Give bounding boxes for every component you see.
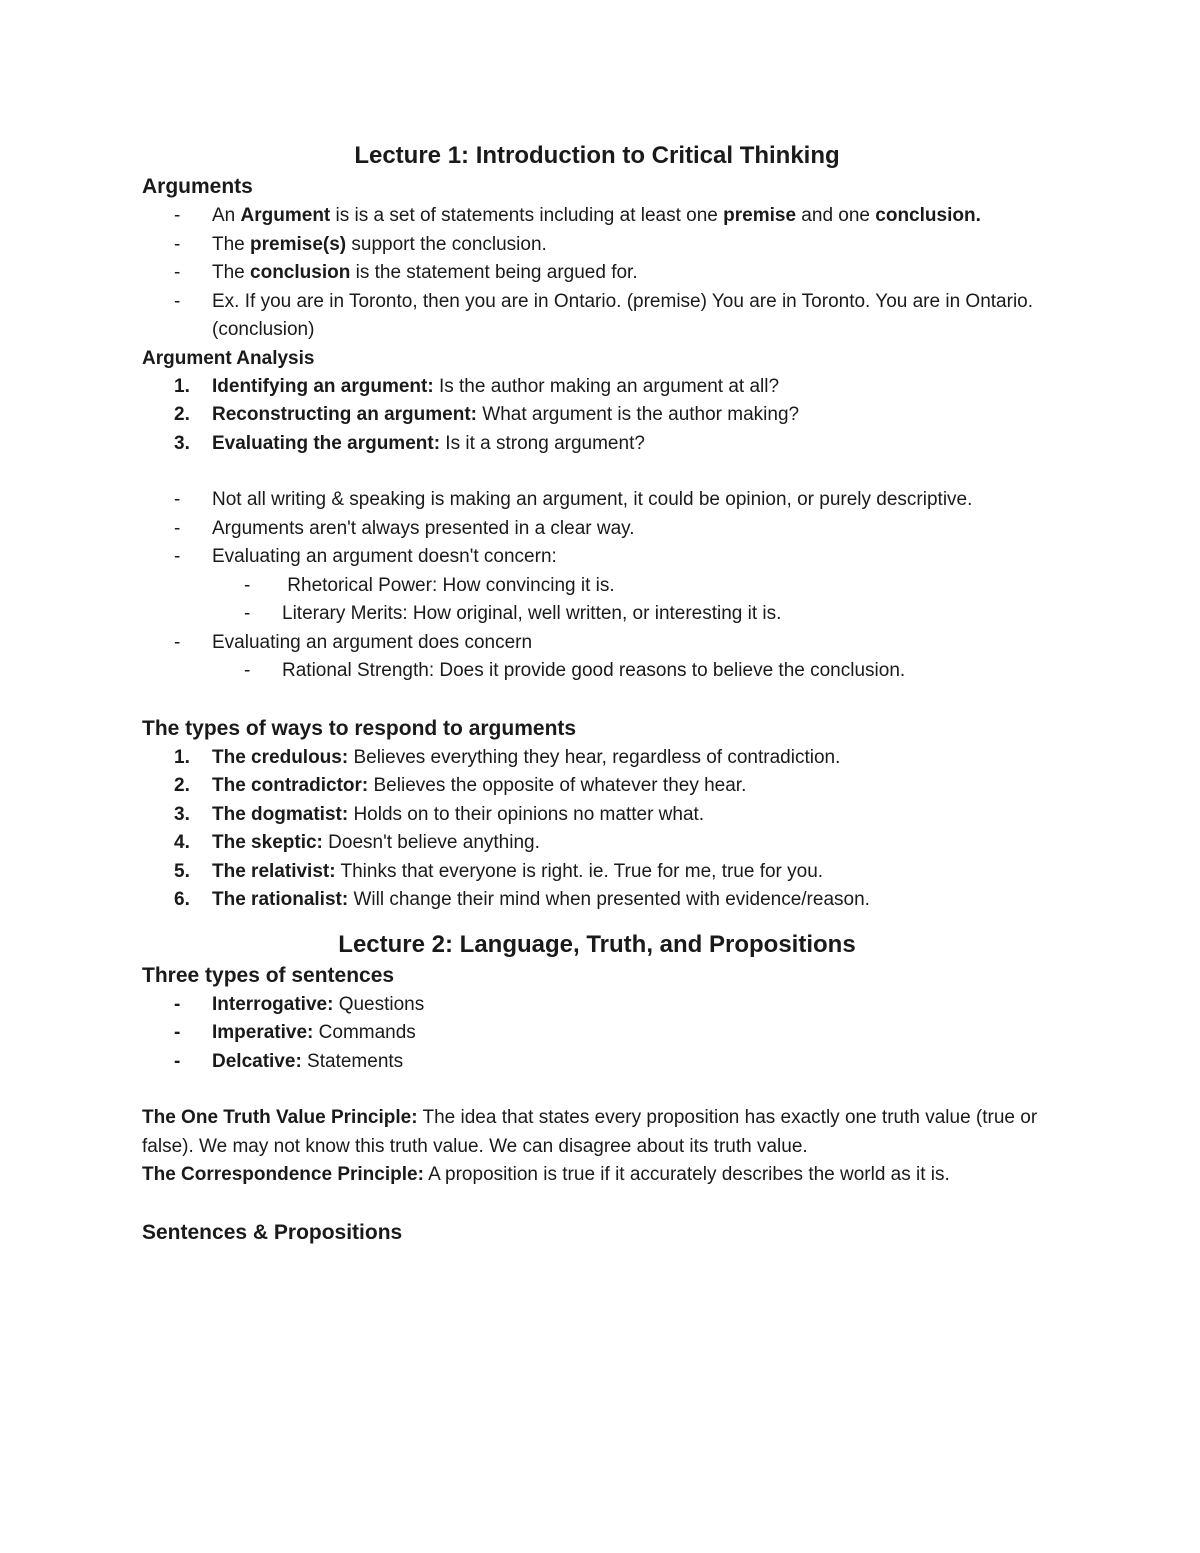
list-item: 3. The dogmatist: Holds on to their opinions no matter what.	[174, 803, 705, 825]
list-item: - Interrogative: Questions	[174, 993, 425, 1015]
list-item: - Arguments aren't always presented in a clear way.	[174, 517, 635, 539]
list-item: 1. Identifying an argument: Is the author making an argument at all?	[174, 375, 780, 397]
analysis-list	[142, 373, 1052, 459]
list-item: - Ex. If you are in Toronto, then you are in Ontario. (premise) You are in Toronto. You are in Ontario. (conclusion)	[142, 288, 1052, 345]
sentences-propositions-heading: Sentences & Propositions	[142, 1220, 403, 1244]
document-page	[142, 140, 1052, 1248]
response-types-list	[142, 744, 1052, 915]
dash-marker: -	[174, 205, 181, 226]
list-item: - Rational Strength: Does it provide good reasons to believe the conclusion.	[244, 660, 906, 681]
lecture-1-title: Lecture 1: Introduction to Critical Thinking	[354, 142, 840, 169]
list-item: 5. The relativist: Thinks that everyone is right. ie. True for me, true for you.	[174, 860, 824, 882]
sentence-types-list	[142, 991, 1052, 1077]
list-item: - Delcative: Statements	[174, 1050, 404, 1072]
list-item: - Rhetorical Power: How convincing it is.	[244, 574, 615, 596]
argument-analysis-heading: Argument Analysis	[142, 347, 315, 369]
response-types-heading: The types of ways to respond to arguments	[142, 716, 577, 740]
list-item: 2. Reconstructing an argument: What argument is the author making?	[174, 404, 800, 425]
list-item: - Evaluating an argument does concern	[174, 631, 533, 653]
list-item: 1. The credulous: Believes everything they hear, regardless of contradiction.	[174, 746, 841, 768]
list-item: - Literary Merits: How original, well written, or interesting it is.	[244, 603, 782, 624]
list-item: - The premise(s) support the conclusion.	[142, 231, 1052, 260]
list-item: 2. The contradictor: Believes the opposite of whatever they hear.	[174, 775, 747, 796]
sentence-types-heading: Three types of sentences	[142, 963, 395, 987]
one-truth-value-principle: The One Truth Value Principle: The idea that states every proposition has exactly one truth value (true or false). We may not know this truth value. We can disagree about its truth value.	[142, 1107, 1038, 1157]
list-item: - Evaluating an argument doesn't concern:	[174, 546, 557, 567]
notes-list	[142, 486, 1052, 686]
arguments-list	[142, 202, 1052, 345]
list-item: 6. The rationalist: Will change their mind when presented with evidence/reason.	[174, 889, 870, 910]
list-item: 4. The skeptic: Doesn't believe anything.	[174, 832, 540, 853]
list-item: - The conclusion is the statement being argued for.	[142, 259, 1052, 288]
lecture-2-title: Lecture 2: Language, Truth, and Propositions	[338, 930, 856, 958]
list-item: 3. Evaluating the argument: Is it a strong argument?	[174, 432, 645, 454]
dash-marker: -	[174, 262, 181, 283]
arguments-heading: Arguments	[142, 175, 253, 198]
dash-marker: -	[174, 233, 181, 255]
list-item: - Imperative: Commands	[174, 1022, 416, 1043]
correspondence-principle: The Correspondence Principle: A proposition is true if it accurately describes the world as it is.	[142, 1164, 950, 1185]
list-item: - An Argument is is a set of statements including at least one premise and one conclusion.	[142, 202, 1052, 231]
list-item: - Not all writing & speaking is making an argument, it could be opinion, or purely descriptive.	[174, 489, 973, 510]
dash-marker: -	[174, 290, 181, 312]
